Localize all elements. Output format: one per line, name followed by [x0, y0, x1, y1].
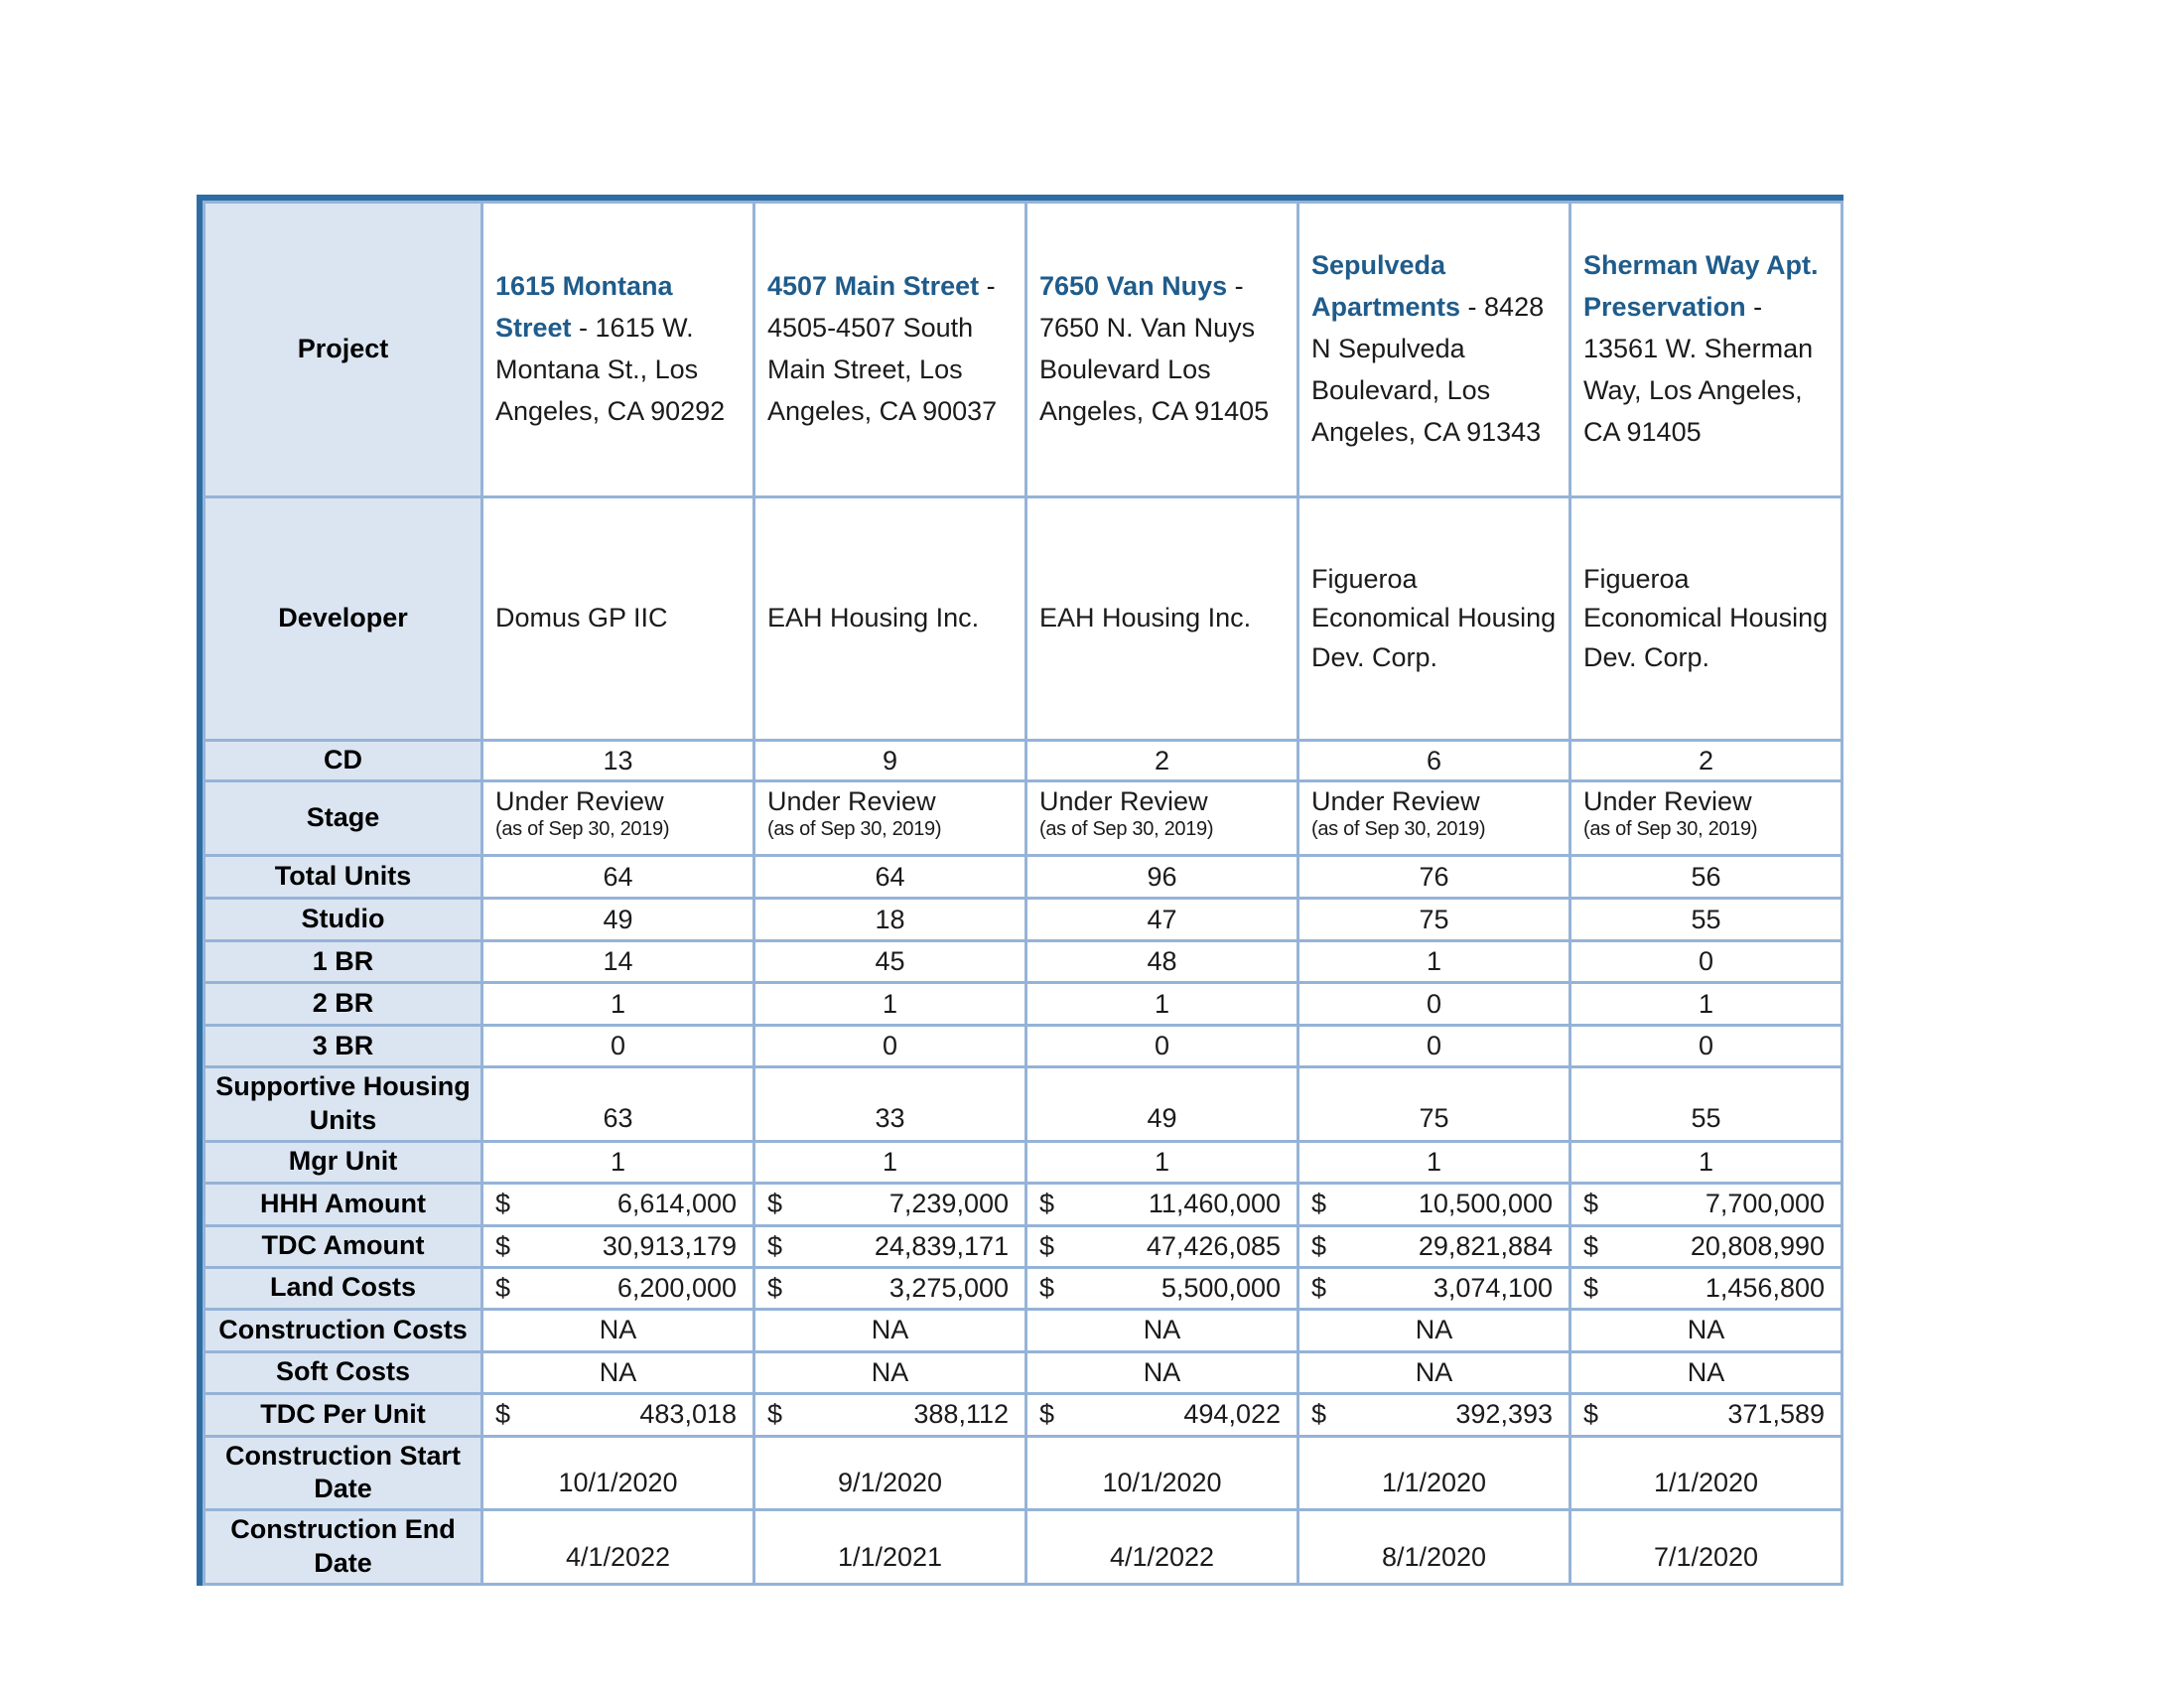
hhh-amount: 10,500,000 [1418, 1189, 1553, 1218]
project-cell-5 [1570, 203, 1843, 497]
construction-costs-cell-3: NA [1026, 1309, 1298, 1351]
row-header-developer: Developer [205, 497, 482, 741]
construction-start-cell-3: 10/1/2020 [1026, 1436, 1298, 1510]
row-mgr-unit [205, 1141, 1843, 1183]
currency-symbol: $ [1311, 1189, 1327, 1218]
row-soft-costs [205, 1351, 1843, 1393]
2br-cell-2: 1 [754, 983, 1026, 1026]
studio-cell-3: 47 [1026, 899, 1298, 941]
project-address: - 4505-4507 South Main Street, Los Angeles, CA 90037 [767, 271, 998, 426]
studio-cell-2: 18 [754, 899, 1026, 941]
project-address: - 7650 N. Van Nuys Boulevard Los Angeles, CA 91405 [1039, 271, 1270, 426]
currency-symbol: $ [767, 1399, 783, 1429]
row-construction-costs [205, 1309, 1843, 1351]
3br-cell-2: 0 [754, 1026, 1026, 1067]
tdc-per-unit: 494,022 [1183, 1399, 1281, 1429]
cd-cell-3: 2 [1026, 741, 1298, 781]
total-units-cell-3: 96 [1026, 856, 1298, 899]
currency-symbol: $ [1311, 1230, 1327, 1261]
construction-end-cell-2: 1/1/2021 [754, 1510, 1026, 1585]
3br-cell-3: 0 [1026, 1026, 1298, 1067]
project-name: Sepulveda Apartments [1311, 250, 1461, 323]
1br-cell-4: 1 [1298, 941, 1570, 983]
construction-costs-cell-2: NA [754, 1309, 1026, 1351]
3br-cell-1: 0 [482, 1026, 754, 1067]
developer-cell-4: Figueroa Economical Housing Dev. Corp. [1298, 497, 1570, 741]
tdc-per-unit: 392,393 [1455, 1399, 1553, 1429]
currency-symbol: $ [1039, 1189, 1055, 1218]
hhh-amount: 11,460,000 [1148, 1189, 1281, 1218]
project-cell-2 [754, 203, 1026, 497]
row-header-1br: 1 BR [205, 941, 482, 983]
tdc-per-unit: 483,018 [639, 1399, 737, 1429]
tdc-amount: 30,913,179 [602, 1230, 737, 1261]
hhh-cell-4 [1298, 1183, 1570, 1225]
stage-cell-3 [1026, 781, 1298, 856]
currency-symbol: $ [767, 1272, 783, 1303]
tdc-per-unit: 388,112 [913, 1399, 1009, 1429]
construction-costs-cell-5: NA [1570, 1309, 1843, 1351]
row-3br [205, 1026, 1843, 1067]
hhh-amount: 6,614,000 [616, 1189, 737, 1218]
tdc-cell-3 [1026, 1225, 1298, 1267]
construction-costs-cell-4: NA [1298, 1309, 1570, 1351]
developer-cell-5: Figueroa Economical Housing Dev. Corp. [1570, 497, 1843, 741]
developer-cell-3: EAH Housing Inc. [1026, 497, 1298, 741]
total-units-cell-4: 76 [1298, 856, 1570, 899]
land-costs: 1,456,800 [1705, 1272, 1825, 1303]
row-hhh-amount [205, 1183, 1843, 1225]
project-name: 4507 Main Street [767, 271, 980, 302]
tdc-cell-1 [482, 1225, 754, 1267]
currency-symbol: $ [1311, 1272, 1327, 1303]
tdc-amount: 20,808,990 [1690, 1230, 1825, 1261]
row-header-tdc-per-unit: TDC Per Unit [205, 1393, 482, 1436]
construction-end-cell-5: 7/1/2020 [1570, 1510, 1843, 1585]
project-name: Sherman Way Apt. Preservation [1583, 250, 1819, 323]
total-units-cell-5: 56 [1570, 856, 1843, 899]
hhh-cell-1 [482, 1183, 754, 1225]
land-costs: 3,275,000 [888, 1272, 1009, 1303]
tdc-per-unit-cell-2 [754, 1393, 1026, 1436]
hhh-amount: 7,700,000 [1705, 1189, 1825, 1218]
row-project [205, 203, 1843, 497]
currency-symbol: $ [1039, 1272, 1055, 1303]
tdc-amount: 29,821,884 [1418, 1230, 1553, 1261]
currency-symbol: $ [495, 1230, 511, 1261]
row-total-units [205, 856, 1843, 899]
currency-symbol: $ [1583, 1189, 1599, 1218]
3br-cell-4: 0 [1298, 1026, 1570, 1067]
currency-symbol: $ [1039, 1399, 1055, 1429]
stage-note: (as of Sep 30, 2019) [495, 818, 670, 841]
developer-cell-1: Domus GP IIC [482, 497, 754, 741]
stage-cell-1 [482, 781, 754, 856]
mgr-cell-3: 1 [1026, 1141, 1298, 1183]
tdc-amount: 24,839,171 [874, 1230, 1009, 1261]
currency-symbol: $ [1583, 1399, 1599, 1429]
row-cd [205, 741, 1843, 781]
currency-symbol: $ [1311, 1399, 1327, 1429]
construction-end-cell-3: 4/1/2022 [1026, 1510, 1298, 1585]
currency-symbol: $ [1583, 1272, 1599, 1303]
tdc-per-unit: 371,589 [1727, 1399, 1825, 1429]
project-address: - 13561 W. Sherman Way, Los Angeles, CA 91405 [1583, 292, 1814, 447]
stage-value: Under Review [1039, 786, 1208, 816]
row-stage [205, 781, 1843, 856]
1br-cell-1: 14 [482, 941, 754, 983]
cd-cell-1: 13 [482, 741, 754, 781]
hhh-cell-3 [1026, 1183, 1298, 1225]
mgr-cell-4: 1 [1298, 1141, 1570, 1183]
currency-symbol: $ [767, 1230, 783, 1261]
row-header-soft-costs: Soft Costs [205, 1351, 482, 1393]
tdc-per-unit-cell-4 [1298, 1393, 1570, 1436]
row-header-3br: 3 BR [205, 1026, 482, 1067]
row-construction-start [205, 1436, 1843, 1510]
studio-cell-5: 55 [1570, 899, 1843, 941]
mgr-cell-2: 1 [754, 1141, 1026, 1183]
row-tdc-amount [205, 1225, 1843, 1267]
studio-cell-4: 75 [1298, 899, 1570, 941]
row-header-total-units: Total Units [205, 856, 482, 899]
currency-symbol: $ [495, 1399, 511, 1429]
row-header-tdc-amount: TDC Amount [205, 1225, 482, 1267]
row-header-studio: Studio [205, 899, 482, 941]
row-header-cd: CD [205, 741, 482, 781]
row-2br [205, 983, 1843, 1026]
stage-cell-2 [754, 781, 1026, 856]
land-cell-5 [1570, 1267, 1843, 1309]
row-header-construction-start: Construction Start Date [205, 1436, 482, 1510]
land-costs: 3,074,100 [1433, 1272, 1553, 1303]
cd-cell-4: 6 [1298, 741, 1570, 781]
project-cell-3 [1026, 203, 1298, 497]
3br-cell-5: 0 [1570, 1026, 1843, 1067]
row-header-2br: 2 BR [205, 983, 482, 1026]
total-units-cell-2: 64 [754, 856, 1026, 899]
currency-symbol: $ [495, 1189, 511, 1218]
row-header-land-costs: Land Costs [205, 1267, 482, 1309]
construction-start-cell-4: 1/1/2020 [1298, 1436, 1570, 1510]
stage-cell-5 [1570, 781, 1843, 856]
soft-costs-cell-4: NA [1298, 1351, 1570, 1393]
row-studio [205, 899, 1843, 941]
stage-note: (as of Sep 30, 2019) [1311, 818, 1486, 841]
soft-costs-cell-5: NA [1570, 1351, 1843, 1393]
supportive-cell-3: 49 [1026, 1067, 1298, 1142]
project-address: - 8428 N Sepulveda Boulevard, Los Angeles, CA 91343 [1311, 292, 1545, 447]
currency-symbol: $ [495, 1272, 511, 1303]
land-cell-4 [1298, 1267, 1570, 1309]
project-address: - 1615 W. Montana St., Los Angeles, CA 90292 [495, 313, 726, 426]
project-cell-1 [482, 203, 754, 497]
soft-costs-cell-2: NA [754, 1351, 1026, 1393]
2br-cell-5: 1 [1570, 983, 1843, 1026]
supportive-cell-5: 55 [1570, 1067, 1843, 1142]
construction-start-cell-5: 1/1/2020 [1570, 1436, 1843, 1510]
currency-symbol: $ [767, 1189, 783, 1218]
2br-cell-4: 0 [1298, 983, 1570, 1026]
row-header-construction-costs: Construction Costs [205, 1309, 482, 1351]
2br-cell-1: 1 [482, 983, 754, 1026]
land-costs: 6,200,000 [616, 1272, 737, 1303]
tdc-cell-2 [754, 1225, 1026, 1267]
supportive-cell-4: 75 [1298, 1067, 1570, 1142]
land-cell-2 [754, 1267, 1026, 1309]
row-header-project: Project [205, 203, 482, 497]
supportive-cell-2: 33 [754, 1067, 1026, 1142]
stage-note: (as of Sep 30, 2019) [767, 818, 942, 841]
cd-cell-2: 9 [754, 741, 1026, 781]
construction-start-cell-2: 9/1/2020 [754, 1436, 1026, 1510]
tdc-per-unit-cell-5 [1570, 1393, 1843, 1436]
row-header-supportive-units: Supportive Housing Units [205, 1067, 482, 1142]
row-1br [205, 941, 1843, 983]
row-land-costs [205, 1267, 1843, 1309]
project-name: 7650 Van Nuys [1039, 271, 1228, 302]
row-developer [205, 497, 1843, 741]
construction-end-cell-1: 4/1/2022 [482, 1510, 754, 1585]
tdc-cell-5 [1570, 1225, 1843, 1267]
1br-cell-3: 48 [1026, 941, 1298, 983]
hhh-cell-2 [754, 1183, 1026, 1225]
stage-cell-4 [1298, 781, 1570, 856]
stage-value: Under Review [1583, 786, 1752, 816]
studio-cell-1: 49 [482, 899, 754, 941]
tdc-per-unit-cell-3 [1026, 1393, 1298, 1436]
projects-table-container [197, 195, 1843, 1586]
developer-cell-2: EAH Housing Inc. [754, 497, 1026, 741]
tdc-amount: 47,426,085 [1146, 1230, 1281, 1261]
row-header-hhh-amount: HHH Amount [205, 1183, 482, 1225]
row-tdc-per-unit [205, 1393, 1843, 1436]
construction-start-cell-1: 10/1/2020 [482, 1436, 754, 1510]
row-header-construction-end: Construction End Date [205, 1510, 482, 1585]
cd-cell-5: 2 [1570, 741, 1843, 781]
projects-table [203, 201, 1843, 1586]
project-cell-4 [1298, 203, 1570, 497]
tdc-cell-4 [1298, 1225, 1570, 1267]
land-costs: 5,500,000 [1160, 1272, 1281, 1303]
land-cell-3 [1026, 1267, 1298, 1309]
row-header-mgr-unit: Mgr Unit [205, 1141, 482, 1183]
tdc-per-unit-cell-1 [482, 1393, 754, 1436]
supportive-cell-1: 63 [482, 1067, 754, 1142]
stage-value: Under Review [767, 786, 936, 816]
project-name: 1615 Montana Street [495, 271, 673, 344]
land-cell-1 [482, 1267, 754, 1309]
soft-costs-cell-3: NA [1026, 1351, 1298, 1393]
mgr-cell-5: 1 [1570, 1141, 1843, 1183]
soft-costs-cell-1: NA [482, 1351, 754, 1393]
row-construction-end [205, 1510, 1843, 1585]
construction-end-cell-4: 8/1/2020 [1298, 1510, 1570, 1585]
row-supportive-units [205, 1067, 1843, 1142]
construction-costs-cell-1: NA [482, 1309, 754, 1351]
stage-note: (as of Sep 30, 2019) [1039, 818, 1214, 841]
1br-cell-5: 0 [1570, 941, 1843, 983]
stage-note: (as of Sep 30, 2019) [1583, 818, 1758, 841]
stage-value: Under Review [495, 786, 664, 816]
1br-cell-2: 45 [754, 941, 1026, 983]
currency-symbol: $ [1583, 1230, 1599, 1261]
hhh-amount: 7,239,000 [888, 1189, 1009, 1218]
total-units-cell-1: 64 [482, 856, 754, 899]
hhh-cell-5 [1570, 1183, 1843, 1225]
currency-symbol: $ [1039, 1230, 1055, 1261]
row-header-stage: Stage [205, 781, 482, 856]
mgr-cell-1: 1 [482, 1141, 754, 1183]
stage-value: Under Review [1311, 786, 1480, 816]
2br-cell-3: 1 [1026, 983, 1298, 1026]
